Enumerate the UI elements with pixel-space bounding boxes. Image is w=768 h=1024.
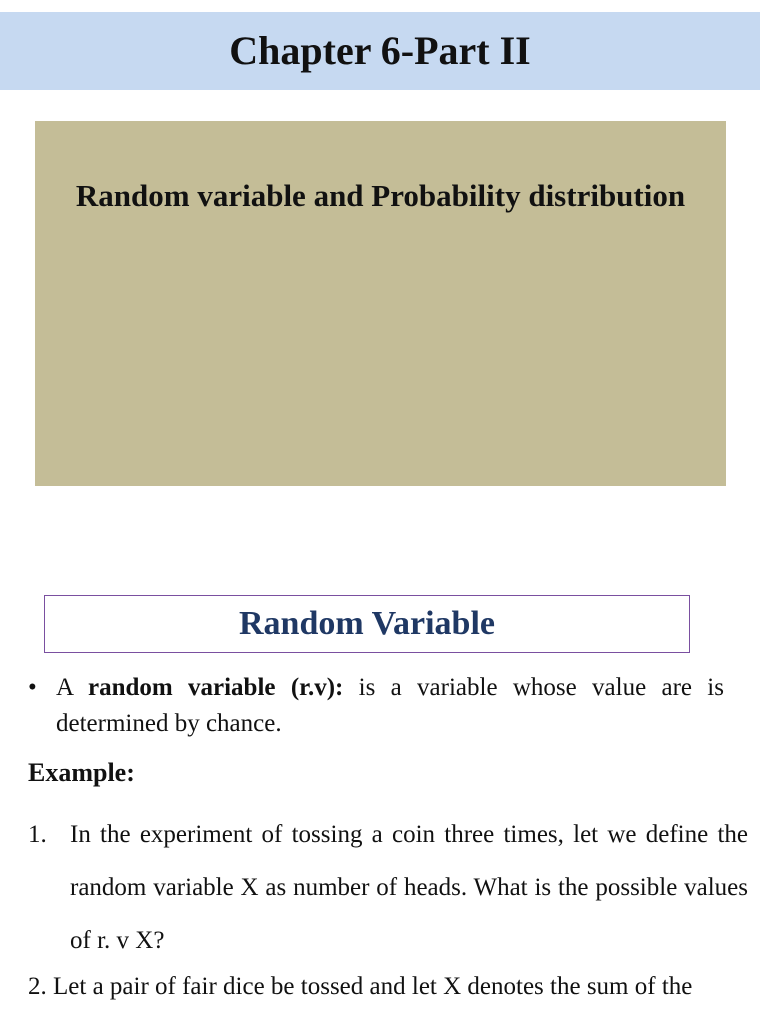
definition-term: random variable (r.v): — [87, 674, 344, 701]
chapter-title: Chapter 6-Part II — [229, 28, 531, 73]
chapter-title-band — [0, 12, 760, 90]
example-label: Example: — [28, 758, 135, 787]
definition-prefix: A — [56, 674, 88, 701]
example-item-2-number: 2. — [28, 973, 47, 1000]
example-item-1-number: 1. — [28, 821, 47, 848]
topic-title: Random variable and Probability distribution — [75, 178, 686, 213]
definition-text — [56, 670, 724, 742]
section-heading-box — [44, 595, 690, 653]
example-item-1-text: In the experiment of tossing a coin three times, let we define the random variable X as number of heads. What is the possible values of r. v X? — [70, 821, 748, 954]
example-item-2 — [28, 969, 748, 1005]
topic-box — [35, 121, 726, 486]
definition-body: is a variable whose value are is determined by chance. — [56, 674, 724, 737]
example-item-2-text: Let a pair of fair dice be tossed and let X denotes the sum of the — [53, 973, 693, 1000]
section-heading: Random Variable — [239, 605, 495, 642]
bullet-icon: • — [28, 674, 37, 701]
